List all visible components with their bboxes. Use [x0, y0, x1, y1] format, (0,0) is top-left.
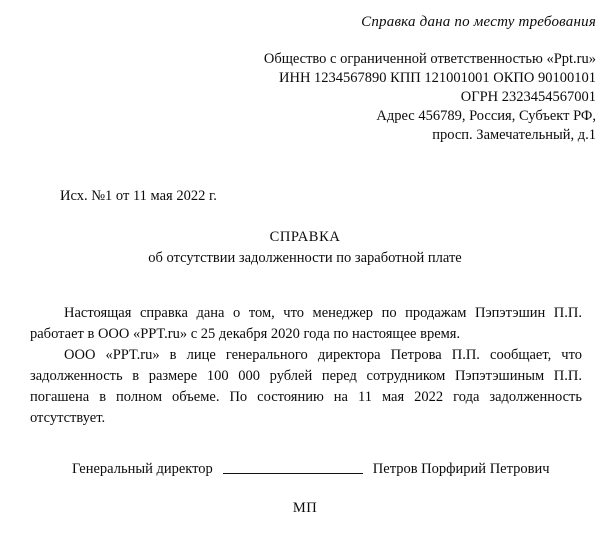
signatory-name: Петров Порфирий Петрович — [372, 461, 550, 477]
body-paragraph-2: ООО «PPT.ru» в лице генерального директора Петрова П.П. сообщает, что задолженность в размере 100 000 рублей перед сотрудником Пэпэтэшиным П.П. погашена в полном объеме. По состоянию на 11 мая 2022 года задолженность отсутствует. — [30, 347, 582, 426]
signature-line — [72, 461, 572, 478]
organization-ogrn: ОГРН 2323454567001 — [460, 89, 596, 105]
document-subtitle: об отсутствии задолженности по заработной плате — [148, 250, 462, 266]
organization-tax-ids: ИНН 1234567890 КПП 121001001 ОКПО 90100101 — [279, 70, 596, 86]
body-paragraph-1: Настоящая справка дана о том, что менеджер по продажам Пэпэтэшин П.П. работает в ООО «PPT.ru» с 25 декабря 2020 года по настоящее время. — [30, 305, 582, 342]
signature-rule — [223, 462, 363, 474]
organization-address-line-2: просп. Замечательный, д.1 — [432, 127, 596, 143]
outgoing-number: Исх. №1 от 11 мая 2022 г. — [60, 188, 217, 204]
organization-header — [176, 50, 596, 145]
stamp-mark: МП — [292, 500, 318, 516]
organization-address-line-1: Адрес 456789, Россия, Субъект РФ, — [376, 108, 596, 124]
signatory-position: Генеральный директор — [72, 461, 213, 477]
requisite-line: Справка дана по месту требования — [361, 14, 596, 30]
organization-name: Общество с ограниченной ответственностью «Ppt.ru» — [263, 51, 596, 67]
document-title: СПРАВКА — [269, 229, 341, 245]
document-body — [30, 303, 582, 429]
